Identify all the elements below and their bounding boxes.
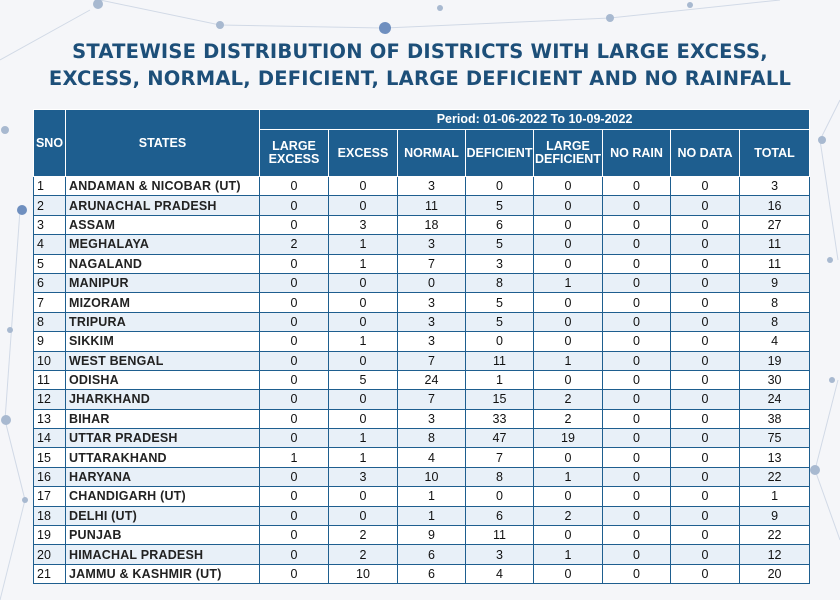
cell-state: MIZORAM [66,293,260,312]
table-row [34,467,810,486]
cell-no-rain: 0 [603,526,671,545]
cell-normal: 6 [398,545,466,564]
cell-no-rain: 0 [603,351,671,370]
cell-large-deficient: 0 [534,564,603,583]
cell-total: 24 [740,390,810,409]
cell-no-rain: 0 [603,196,671,215]
cell-state: ASSAM [66,215,260,234]
cell-normal: 0 [398,273,466,292]
header-sno: SNO [34,110,66,177]
cell-excess: 5 [329,370,398,389]
cell-deficient: 3 [466,254,534,273]
header-period: Period: 01-06-2022 To 10-09-2022 [260,110,810,130]
cell-state: SIKKIM [66,332,260,351]
cell-deficient: 11 [466,526,534,545]
cell-state: HARYANA [66,467,260,486]
cell-state: WEST BENGAL [66,351,260,370]
cell-total: 4 [740,332,810,351]
cell-sno: 16 [34,467,66,486]
cell-deficient: 8 [466,273,534,292]
cell-sno: 5 [34,254,66,273]
cell-no-data: 0 [671,215,740,234]
cell-large-excess: 0 [260,467,329,486]
cell-large-excess: 0 [260,351,329,370]
cell-large-excess: 0 [260,332,329,351]
cell-total: 9 [740,506,810,525]
cell-total: 8 [740,312,810,331]
cell-no-rain: 0 [603,429,671,448]
cell-excess: 0 [329,409,398,428]
cell-excess: 3 [329,467,398,486]
table-row [34,506,810,525]
cell-no-data: 0 [671,564,740,583]
cell-deficient: 47 [466,429,534,448]
cell-total: 12 [740,545,810,564]
cell-large-excess: 0 [260,273,329,292]
cell-total: 1 [740,487,810,506]
cell-state: ODISHA [66,370,260,389]
cell-deficient: 5 [466,312,534,331]
cell-sno: 7 [34,293,66,312]
cell-state: TRIPURA [66,312,260,331]
cell-large-deficient: 1 [534,545,603,564]
cell-sno: 1 [34,177,66,196]
cell-no-data: 0 [671,545,740,564]
table-row [34,351,810,370]
cell-excess: 0 [329,293,398,312]
cell-large-excess: 0 [260,506,329,525]
cell-large-deficient: 0 [534,293,603,312]
cell-normal: 3 [398,177,466,196]
cell-sno: 10 [34,351,66,370]
cell-normal: 4 [398,448,466,467]
cell-state: ANDAMAN & NICOBAR (UT) [66,177,260,196]
cell-no-data: 0 [671,235,740,254]
cell-no-data: 0 [671,487,740,506]
cell-large-excess: 0 [260,312,329,331]
rainfall-distribution-table [33,109,810,584]
cell-normal: 1 [398,506,466,525]
cell-sno: 11 [34,370,66,389]
cell-sno: 18 [34,506,66,525]
cell-no-rain: 0 [603,506,671,525]
table-row [34,370,810,389]
cell-normal: 3 [398,293,466,312]
cell-large-deficient: 2 [534,506,603,525]
header-states: STATES [66,110,260,177]
table-row [34,564,810,583]
cell-deficient: 15 [466,390,534,409]
cell-no-data: 0 [671,506,740,525]
cell-large-deficient: 0 [534,312,603,331]
cell-no-rain: 0 [603,409,671,428]
cell-large-excess: 0 [260,254,329,273]
cell-no-rain: 0 [603,390,671,409]
cell-large-deficient: 0 [534,254,603,273]
cell-total: 20 [740,564,810,583]
title-line-1: STATEWISE DISTRIBUTION OF DISTRICTS WITH LARGE EXCESS, [72,40,768,63]
cell-large-excess: 0 [260,409,329,428]
cell-total: 9 [740,273,810,292]
cell-large-excess: 0 [260,545,329,564]
cell-sno: 9 [34,332,66,351]
cell-total: 11 [740,254,810,273]
table-row [34,429,810,448]
cell-no-rain: 0 [603,293,671,312]
cell-normal: 24 [398,370,466,389]
cell-sno: 4 [34,235,66,254]
cell-normal: 18 [398,215,466,234]
cell-normal: 7 [398,351,466,370]
cell-no-data: 0 [671,332,740,351]
cell-deficient: 33 [466,409,534,428]
cell-large-deficient: 1 [534,273,603,292]
header-total: TOTAL [740,130,810,177]
cell-no-rain: 0 [603,370,671,389]
cell-no-rain: 0 [603,487,671,506]
cell-large-excess: 0 [260,487,329,506]
cell-no-data: 0 [671,312,740,331]
cell-sno: 2 [34,196,66,215]
cell-deficient: 0 [466,177,534,196]
cell-large-deficient: 0 [534,487,603,506]
cell-no-rain: 0 [603,467,671,486]
cell-large-deficient: 2 [534,409,603,428]
cell-large-deficient: 0 [534,332,603,351]
cell-large-deficient: 2 [534,390,603,409]
cell-excess: 1 [329,235,398,254]
header-excess: EXCESS [329,130,398,177]
cell-total: 27 [740,215,810,234]
cell-state: NAGALAND [66,254,260,273]
cell-normal: 9 [398,526,466,545]
rainfall-table-container [33,109,809,584]
cell-large-deficient: 0 [534,235,603,254]
cell-no-rain: 0 [603,235,671,254]
cell-large-excess: 0 [260,293,329,312]
cell-large-deficient: 1 [534,351,603,370]
cell-deficient: 3 [466,545,534,564]
table-header [34,110,810,177]
cell-excess: 1 [329,332,398,351]
table-row [34,409,810,428]
cell-no-data: 0 [671,351,740,370]
header-normal: NORMAL [398,130,466,177]
cell-no-rain: 0 [603,564,671,583]
cell-deficient: 5 [466,235,534,254]
cell-large-excess: 0 [260,196,329,215]
cell-large-deficient: 0 [534,526,603,545]
cell-excess: 3 [329,215,398,234]
cell-state: UTTARAKHAND [66,448,260,467]
table-row [34,332,810,351]
cell-total: 22 [740,467,810,486]
cell-no-rain: 0 [603,545,671,564]
cell-excess: 0 [329,506,398,525]
cell-normal: 11 [398,196,466,215]
cell-sno: 19 [34,526,66,545]
cell-state: JHARKHAND [66,390,260,409]
cell-state: PUNJAB [66,526,260,545]
cell-deficient: 8 [466,467,534,486]
cell-large-deficient: 0 [534,177,603,196]
cell-no-rain: 0 [603,448,671,467]
header-large-excess: LARGE EXCESS [260,130,329,177]
cell-normal: 3 [398,332,466,351]
cell-no-rain: 0 [603,332,671,351]
cell-no-data: 0 [671,448,740,467]
header-no-data: NO DATA [671,130,740,177]
cell-large-excess: 0 [260,429,329,448]
cell-excess: 10 [329,564,398,583]
cell-deficient: 11 [466,351,534,370]
cell-large-excess: 0 [260,390,329,409]
cell-total: 3 [740,177,810,196]
cell-normal: 7 [398,390,466,409]
header-deficient: DEFICIENT [466,130,534,177]
cell-no-rain: 0 [603,273,671,292]
cell-no-data: 0 [671,390,740,409]
table-row [34,293,810,312]
cell-sno: 8 [34,312,66,331]
cell-deficient: 0 [466,332,534,351]
cell-excess: 1 [329,254,398,273]
cell-total: 19 [740,351,810,370]
cell-sno: 3 [34,215,66,234]
cell-normal: 10 [398,467,466,486]
cell-total: 13 [740,448,810,467]
cell-no-data: 0 [671,293,740,312]
cell-normal: 6 [398,564,466,583]
cell-large-excess: 0 [260,215,329,234]
cell-total: 8 [740,293,810,312]
table-row [34,177,810,196]
cell-large-deficient: 0 [534,196,603,215]
cell-no-rain: 0 [603,215,671,234]
cell-sno: 12 [34,390,66,409]
table-row [34,545,810,564]
cell-total: 38 [740,409,810,428]
cell-sno: 15 [34,448,66,467]
cell-sno: 14 [34,429,66,448]
cell-normal: 3 [398,409,466,428]
cell-large-deficient: 0 [534,370,603,389]
table-row [34,448,810,467]
cell-deficient: 0 [466,487,534,506]
cell-deficient: 1 [466,370,534,389]
table-row [34,487,810,506]
cell-deficient: 7 [466,448,534,467]
cell-large-deficient: 0 [534,448,603,467]
cell-no-rain: 0 [603,254,671,273]
title-line-2: EXCESS, NORMAL, DEFICIENT, LARGE DEFICIENT AND NO RAINFALL [48,67,792,90]
cell-excess: 2 [329,545,398,564]
table-row [34,390,810,409]
cell-state: UTTAR PRADESH [66,429,260,448]
cell-state: DELHI (UT) [66,506,260,525]
cell-total: 16 [740,196,810,215]
cell-normal: 8 [398,429,466,448]
header-large-deficient: LARGE DEFICIENT [534,130,603,177]
cell-deficient: 6 [466,215,534,234]
cell-deficient: 5 [466,196,534,215]
cell-no-data: 0 [671,429,740,448]
cell-normal: 1 [398,487,466,506]
cell-state: CHANDIGARH (UT) [66,487,260,506]
cell-normal: 3 [398,312,466,331]
cell-sno: 21 [34,564,66,583]
table-row [34,196,810,215]
cell-no-data: 0 [671,177,740,196]
cell-total: 75 [740,429,810,448]
cell-no-rain: 0 [603,312,671,331]
cell-sno: 6 [34,273,66,292]
cell-large-excess: 0 [260,564,329,583]
cell-excess: 0 [329,273,398,292]
cell-excess: 1 [329,448,398,467]
cell-large-excess: 0 [260,177,329,196]
cell-large-deficient: 1 [534,467,603,486]
cell-total: 30 [740,370,810,389]
table-row [34,215,810,234]
cell-state: JAMMU & KASHMIR (UT) [66,564,260,583]
cell-sno: 20 [34,545,66,564]
cell-total: 22 [740,526,810,545]
cell-no-data: 0 [671,273,740,292]
page-title [0,38,840,92]
table-body [34,177,810,584]
cell-excess: 0 [329,351,398,370]
table-row [34,235,810,254]
cell-sno: 13 [34,409,66,428]
header-no-rain: NO RAIN [603,130,671,177]
cell-excess: 0 [329,312,398,331]
cell-no-data: 0 [671,370,740,389]
cell-large-deficient: 0 [534,215,603,234]
cell-excess: 1 [329,429,398,448]
cell-no-data: 0 [671,409,740,428]
cell-no-data: 0 [671,196,740,215]
cell-no-rain: 0 [603,177,671,196]
cell-deficient: 6 [466,506,534,525]
cell-excess: 2 [329,526,398,545]
cell-normal: 7 [398,254,466,273]
cell-large-excess: 0 [260,526,329,545]
cell-large-excess: 0 [260,370,329,389]
cell-excess: 0 [329,177,398,196]
table-row [34,273,810,292]
cell-state: MEGHALAYA [66,235,260,254]
table-row [34,312,810,331]
cell-no-data: 0 [671,254,740,273]
cell-no-data: 0 [671,467,740,486]
cell-state: HIMACHAL PRADESH [66,545,260,564]
cell-large-excess: 1 [260,448,329,467]
cell-large-excess: 2 [260,235,329,254]
cell-excess: 0 [329,487,398,506]
cell-deficient: 5 [466,293,534,312]
cell-state: BIHAR [66,409,260,428]
table-row [34,526,810,545]
cell-excess: 0 [329,196,398,215]
cell-excess: 0 [329,390,398,409]
cell-sno: 17 [34,487,66,506]
cell-state: ARUNACHAL PRADESH [66,196,260,215]
cell-deficient: 4 [466,564,534,583]
cell-state: MANIPUR [66,273,260,292]
cell-large-deficient: 19 [534,429,603,448]
cell-no-data: 0 [671,526,740,545]
table-row [34,254,810,273]
cell-normal: 3 [398,235,466,254]
cell-total: 11 [740,235,810,254]
